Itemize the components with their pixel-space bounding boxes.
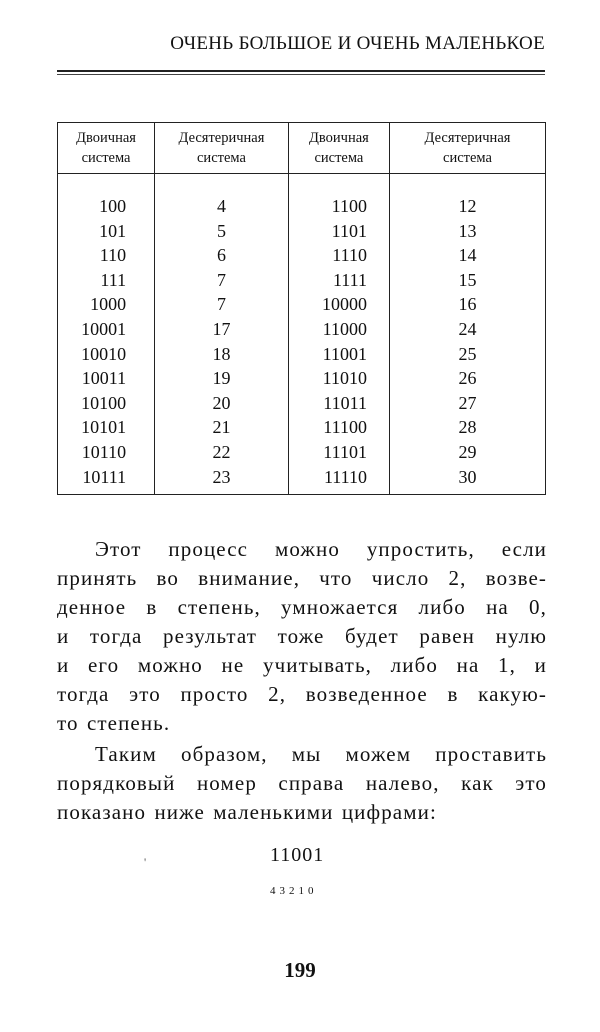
decimal-cell: 13	[389, 219, 545, 244]
decimal-cell: 27	[389, 391, 545, 416]
table-row	[58, 465, 546, 495]
text-line: денное в степень, умножается либо на 0,	[57, 595, 547, 619]
binary-decimal-table	[57, 122, 546, 495]
decimal-cell: 26	[389, 366, 545, 391]
binary-cell: 10100	[58, 391, 155, 416]
decimal-cell: 18	[155, 342, 289, 367]
decimal-cell: 7	[155, 292, 289, 317]
text-line: Этот процесс можно упростить, если	[95, 537, 547, 561]
decimal-cell: 28	[389, 415, 545, 440]
table-row	[58, 366, 546, 391]
text-line: и его можно не учитывать, либо на 1, и	[57, 653, 547, 677]
binary-cell: 10000	[288, 292, 389, 317]
binary-cell: 10010	[58, 342, 155, 367]
paragraph-1	[57, 535, 547, 738]
table-row	[58, 243, 546, 268]
binary-cell: 10110	[58, 440, 155, 465]
table-row	[58, 415, 546, 440]
binary-cell: 1101	[288, 219, 389, 244]
header-rule-thin	[57, 74, 545, 75]
example-position-digits: 43210	[270, 885, 318, 897]
binary-cell: 11101	[288, 440, 389, 465]
binary-cell: 11010	[288, 366, 389, 391]
binary-cell: 111	[58, 268, 155, 293]
header-rule-thick	[57, 70, 545, 72]
running-head: ОЧЕНЬ БОЛЬШОЕ И ОЧЕНЬ МАЛЕНЬКОЕ	[170, 33, 545, 54]
paragraph-2	[57, 740, 547, 827]
table-row	[58, 219, 546, 244]
decimal-cell: 17	[155, 317, 289, 342]
binary-cell: 1111	[288, 268, 389, 293]
table-header-row	[58, 123, 546, 174]
decimal-cell: 7	[155, 268, 289, 293]
binary-cell: 11100	[288, 415, 389, 440]
page-number: 199	[284, 958, 316, 982]
binary-cell: 110	[58, 243, 155, 268]
header-decimal-1: Десятеричная система	[155, 123, 289, 174]
decimal-cell: 25	[389, 342, 545, 367]
decimal-cell: 5	[155, 219, 289, 244]
scan-speck: '	[144, 855, 147, 869]
decimal-cell: 20	[155, 391, 289, 416]
header-binary-2: Двоичная система	[288, 123, 389, 174]
table-body	[58, 174, 546, 495]
text-line: принять во внимание, что число 2, возве-	[57, 566, 547, 590]
text-line: порядковый номер справа налево, как это	[57, 771, 547, 795]
binary-cell: 100	[58, 174, 155, 219]
text-line: Таким образом, мы можем проставить	[95, 742, 547, 766]
decimal-cell: 6	[155, 243, 289, 268]
decimal-cell: 21	[155, 415, 289, 440]
binary-cell: 10111	[58, 465, 155, 495]
decimal-cell: 22	[155, 440, 289, 465]
text-line: показано ниже маленькими цифрами:	[57, 800, 437, 824]
text-line: то степень.	[57, 711, 171, 735]
header-decimal-2: Десятеричная система	[389, 123, 545, 174]
table-row	[58, 292, 546, 317]
decimal-cell: 16	[389, 292, 545, 317]
binary-cell: 11011	[288, 391, 389, 416]
binary-cell: 10001	[58, 317, 155, 342]
binary-cell: 11000	[288, 317, 389, 342]
table-row	[58, 440, 546, 465]
binary-cell: 1110	[288, 243, 389, 268]
decimal-cell: 24	[389, 317, 545, 342]
table-row	[58, 342, 546, 367]
decimal-cell: 15	[389, 268, 545, 293]
decimal-cell: 4	[155, 174, 289, 219]
table-row	[58, 268, 546, 293]
decimal-cell: 12	[389, 174, 545, 219]
header-binary-1: Двоичная система	[58, 123, 155, 174]
binary-cell: 1000	[58, 292, 155, 317]
decimal-cell: 30	[389, 465, 545, 495]
binary-cell: 101	[58, 219, 155, 244]
decimal-cell: 14	[389, 243, 545, 268]
table-row	[58, 391, 546, 416]
binary-cell: 10101	[58, 415, 155, 440]
table-row	[58, 317, 546, 342]
binary-cell: 10011	[58, 366, 155, 391]
decimal-cell: 29	[389, 440, 545, 465]
decimal-cell: 23	[155, 465, 289, 495]
binary-cell: 1100	[288, 174, 389, 219]
text-line: тогда это просто 2, возведенное в какую-	[57, 682, 547, 706]
binary-cell: 11001	[288, 342, 389, 367]
table-row	[58, 174, 546, 219]
decimal-cell: 19	[155, 366, 289, 391]
text-line: и тогда результат тоже будет равен нулю	[57, 624, 547, 648]
example-binary-number: 11001	[270, 844, 325, 866]
binary-cell: 11110	[288, 465, 389, 495]
